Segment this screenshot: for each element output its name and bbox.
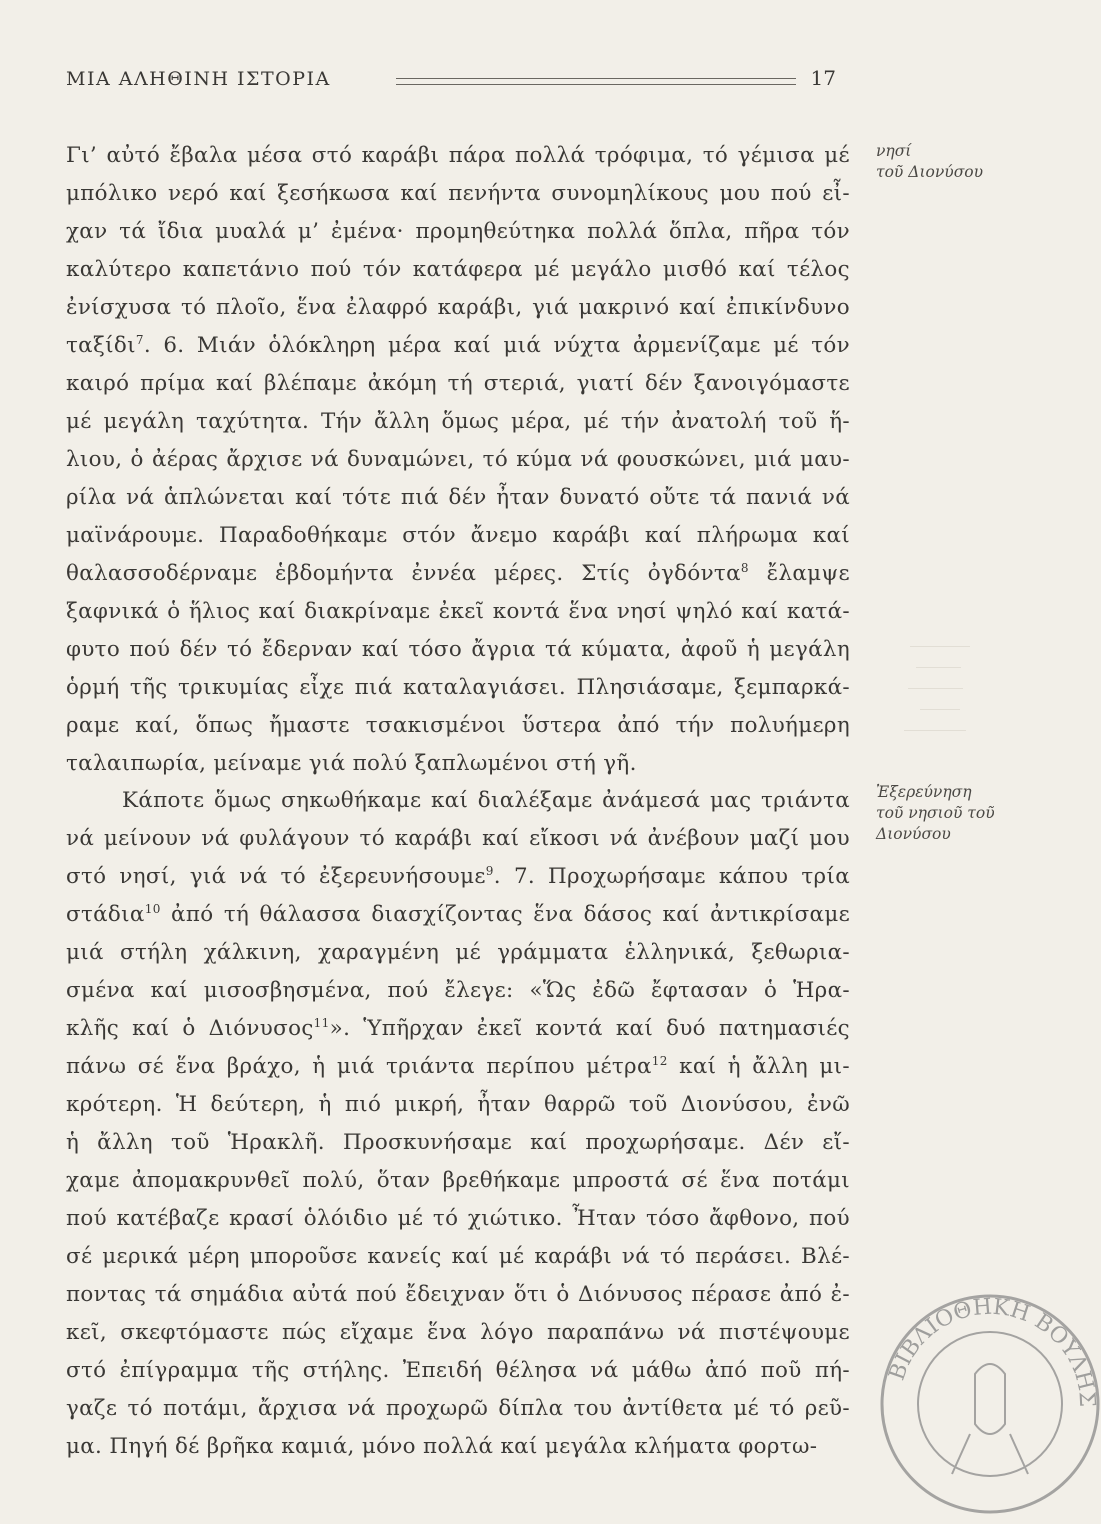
text-segment: . 6. Μιάν ὁλόκληρη μέρα καί μιά νύχτα ἀρμενίζαμε μέ τόν [143,333,850,358]
text-segment: ταξίδι [66,333,136,358]
text-line: σέ μερικά μέρη μποροῦσε κανείς καί μέ καράβι νά τό περάσει. Βλέ- [66,1244,850,1269]
text-line: λιου, ὁ ἀέρας ἄρχισε νά δυναμώνει, τό κύμα νά φουσκώνει, μιά μαυ- [66,447,850,472]
text-line: μπόλικο νερό καί ξεσήκωσα καί πενήντα συνομηλίκους μου πού εἶ- [66,181,850,206]
text-line: μέ μεγάλη ταχύτητα. Τήν ἄλλη ὅμως μέρα, μέ τήν ἀνατολή τοῦ ἥ- [66,409,850,434]
text-line: μα. Πηγή δέ βρῆκα καμιά, μόνο πολλά καί μεγάλα κλήματα φορτω- [66,1434,818,1459]
text-segment: θαλασσοδέρναμε ἑβδομήντα ἐννέα μέρες. Στίς ὀγδόντα [66,561,741,586]
text-line: ραμε καί, ὅπως ἤμαστε τσακισμένοι ὕστερα ἀπό τήν πολυήμερη [66,713,850,738]
text-segment: ἔλαμψε [748,561,850,586]
text-line: φυτο πού δέν τό ἔδερναν καί τόσο ἄγρια τά κύματα, ἀφοῦ ἡ μεγάλη [66,637,850,662]
text-line: νά μείνουν νά φυλάγουν τό καράβι καί εἴκοσι νά ἀνέβουν μαζί μου [66,826,850,851]
text-segment: πάνω σέ ἕνα βράχο, ἡ μιά τριάντα περίπου μέτρα [66,1054,652,1079]
text-line: Γι’ αὐτό ἔβαλα μέσα στό καράβι πάρα πολλά τρόφιμα, τό γέμισα μέ [66,143,850,168]
text-line: ταλαιπωρία, μείναμε γιά πολύ ξαπλωμένοι στή γῆ. [66,751,637,776]
text-line: ποντας τά σημάδια αὐτά πού ἔδειχναν ὅτι ὁ Διόνυσος πέρασε ἀπό ἐ- [66,1282,850,1307]
text-line [66,896,850,934]
text-line: σμένα καί μισοσβησμένα, πού ἔλεγε: «Ὥς ἐδῶ ἔφτασαν ὁ Ἡρα- [66,978,850,1003]
text-line: μαϊνάρουμε. Παραδοθήκαμε στόν ἄνεμο καράβι καί πλήρωμα καί [66,523,850,548]
text-line: ἐνίσχυσα τό πλοῖο, ἕνα ἐλαφρό καράβι, γιά μακρινό καί ἐπικίνδυνο [66,295,850,320]
text-line: χαμε ἀπομακρυνθεῖ πολύ, ὅταν βρεθήκαμε μπροστά σέ ἕνα ποτάμι [66,1168,850,1193]
margin-note-line: Ἐξερεύνηση [876,783,972,801]
running-header [66,64,856,94]
margin-note-line: τοῦ Διονύσου [876,163,984,181]
text-line: ρίλα νά ἁπλώνεται καί τότε πιά δέν ἦταν δυνατό οὔτε τά πανιά νά [66,485,850,510]
margin-note-1 [876,141,983,183]
footnote-marker: 10 [144,902,161,916]
text-segment: στάδια [66,902,145,927]
margin-note-line: τοῦ νησιοῦ τοῦ [876,804,995,822]
footnote-marker: 8 [740,561,749,575]
text-line: πού κατέβαζε κρασί ὁλόιδιο μέ τό χιώτικο. Ἦταν τόσο ἄφθονο, πού [66,1206,850,1231]
text-line: Κάποτε ὅμως σηκωθήκαμε καί διαλέξαμε ἀνάμεσά μας τριάντα [122,788,850,813]
text-line: χαν τά ἴδια μυαλά μ’ ἐμένα· προμηθεύτηκα πολλά ὅπλα, πῆρα τόν [66,219,850,244]
text-segment: κλῆς καί ὁ Διόνυσος [66,1016,314,1041]
text-line: καλύτερο καπετάνιο πού τόν κατάφερα μέ μεγάλο μισθό καί τέλος [66,257,850,282]
text-line: κεῖ, σκεφτόμαστε πώς εἴχαμε ἕνα λόγο παραπάνω νά πιστέψουμε [66,1320,850,1345]
show-through-marks [890,640,970,751]
text-line: κρότερη. Ἡ δεύτερη, ἡ πιό μικρή, ἦταν θαρρῶ τοῦ Διονύσου, ἐνῶ [66,1092,850,1117]
text-line: γαζε τό ποτάμι, ἄρχισα νά προχωρῶ δίπλα του ἀντίθετα μέ τό ρεῦ- [66,1396,850,1421]
margin-note-line: νησί [876,142,912,160]
text-line: ἡ ἄλλη τοῦ Ἡρακλῆ. Προσκυνήσαμε καί προχωρήσαμε. Δέν εἴ- [66,1130,850,1155]
text-line [66,858,850,896]
paragraph-1 [66,137,850,783]
header-rule [396,78,796,85]
text-line: καιρό πρίμα καί βλέπαμε ἀκόμη τή στεριά, γιατί δέν ξανοιγόμαστε [66,371,850,396]
margin-note-line: Διονύσου [876,825,951,843]
text-line [66,555,850,593]
text-segment: ». Ὑπῆρχαν ἐκεῖ κοντά καί δυό πατημασιές [329,1016,850,1041]
text-line: ὁρμή τῆς τρικυμίας εἶχε πιά καταλαγιάσει. Πλησιάσαμε, ξεμπαρκά- [66,675,850,700]
running-title: ΜΙΑ ΑΛΗΘΙΝΗ ΙΣΤΟΡΙΑ [66,68,331,90]
text-segment: . 7. Προχωρήσαμε κάπου τρία [493,864,850,889]
text-segment: ἀπό τή θάλασσα διασχίζοντας ἕνα δάσος καί ἀντικρίσαμε [160,902,850,927]
library-stamp [870,1284,1101,1524]
text-line [66,327,850,365]
text-line: μιά στήλη χάλκινη, χαραγμένη μέ γράμματα ἑλληνικά, ξεθωρια- [66,940,850,965]
footnote-marker: 12 [651,1054,668,1068]
text-line [66,1010,850,1048]
footnote-marker: 11 [313,1016,330,1030]
paragraph-2 [66,782,850,1466]
text-segment: στό νησί, γιά νά τό ἐξερευνήσουμε [66,864,486,889]
text-line [66,1048,850,1086]
text-line: ξαφνικά ὁ ἥλιος καί διακρίναμε ἐκεῖ κοντά ἕνα νησί ψηλό καί κατά- [66,599,850,624]
margin-note-2 [876,782,995,845]
page-number: 17 [810,66,836,90]
footnote-marker: 7 [135,333,144,347]
svg-text:ΒΙΒΛΙΟΘΗΚΗ ΒΟΥΛΗΣ: ΒΙΒΛΙΟΘΗΚΗ ΒΟΥΛΗΣ [884,1294,1100,1408]
text-segment: καί ἡ ἄλλη μι- [667,1054,850,1079]
footnote-marker: 9 [485,864,494,878]
text-line: στό ἐπίγραμμα τῆς στήλης. Ἐπειδή θέλησα νά μάθω ἀπό ποῦ πή- [66,1358,850,1383]
